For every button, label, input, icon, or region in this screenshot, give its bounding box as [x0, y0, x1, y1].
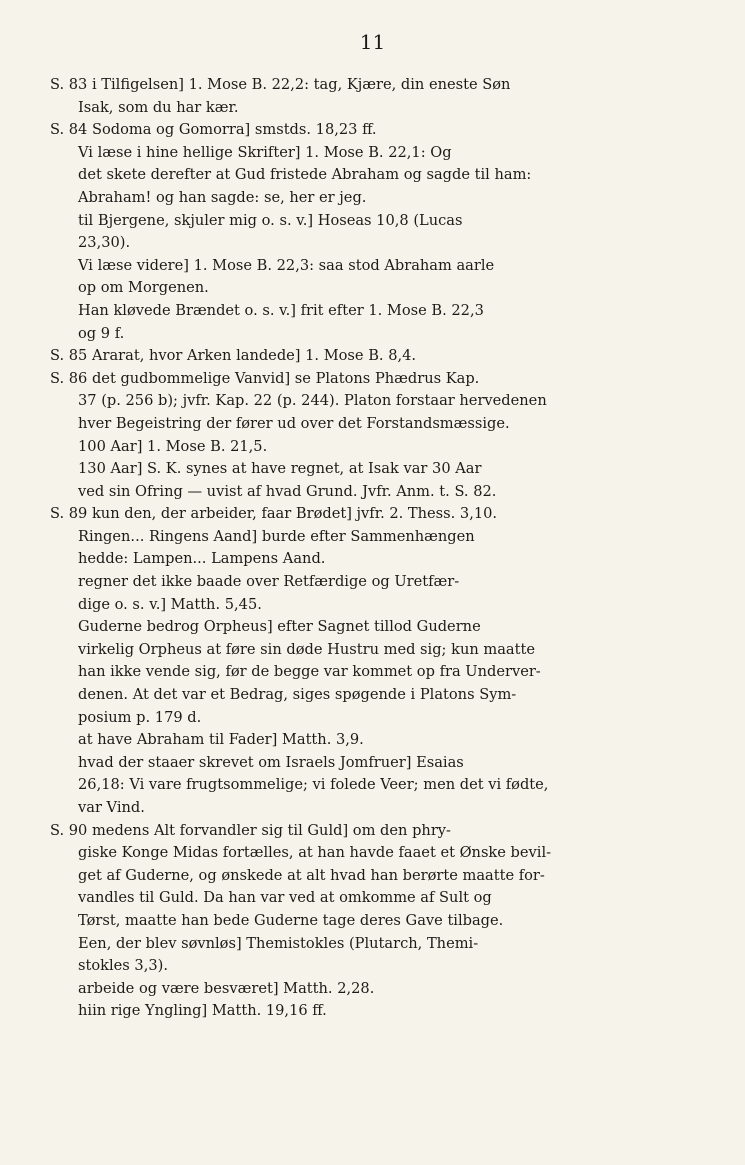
- text-line: 100 Aar] 1. Mose B. 21,5.: [78, 437, 268, 455]
- text-line: op om Morgenen.: [78, 279, 209, 297]
- text-line: at have Abraham til Fader] Matth. 3,9.: [78, 731, 364, 749]
- text-line: 130 Aar] S. K. synes at have regnet, at Isak var 30 Aar: [78, 460, 482, 478]
- text-line: hver Begeistring der fører ud over det Forstandsmæssige.: [78, 414, 510, 432]
- text-line: Han kløvede Brændet o. s. v.] frit efter 1. Mose B. 22,3: [78, 301, 484, 319]
- text-line: arbeide og være besværet] Matth. 2,28.: [78, 979, 375, 997]
- text-line: Guderne bedrog Orpheus] efter Sagnet tillod Guderne: [78, 618, 481, 636]
- text-line: 37 (p. 256 b); jvfr. Kap. 22 (p. 244). Platon forstaar hervedenen: [78, 392, 547, 410]
- text-line: hedde: Lampen... Lampens Aand.: [78, 550, 326, 568]
- text-line: var Vind.: [78, 799, 145, 816]
- text-line: Tørst, maatte han bede Guderne tage deres Gave tilbage.: [78, 911, 504, 929]
- text-line: S. 83 i Tilfigelsen] 1. Mose B. 22,2: tag, Kjære, din eneste Søn: [50, 76, 511, 93]
- text-line: det skete derefter at Gud fristede Abraham og sagde til ham:: [78, 166, 532, 184]
- text-line: og 9 f.: [78, 324, 125, 342]
- text-line: dige o. s. v.] Matth. 5,45.: [78, 595, 262, 613]
- text-line: S. 86 det gudbommelige Vanvid] se Platons Phædrus Kap.: [50, 369, 480, 387]
- text-line: til Bjergene, skjuler mig o. s. v.] Hoseas 10,8 (Lucas: [78, 211, 463, 229]
- text-line: Abraham! og han sagde: se, her er jeg.: [78, 188, 367, 206]
- text-line: 23,30).: [78, 234, 131, 252]
- text-line: giske Konge Midas fortælles, at han havde faaet et Ønske bevil-: [78, 844, 552, 862]
- page-number: 11: [359, 30, 386, 54]
- text-line: virkelig Orpheus at føre sin døde Hustru med sig; kun maatte: [78, 640, 536, 658]
- text-line: get af Guderne, og ønskede at alt hvad han berørte maatte for-: [78, 866, 545, 884]
- text-line: hvad der staaer skrevet om Israels Jomfruer] Esaias: [78, 753, 464, 771]
- text-line: S. 84 Sodoma og Gomorra] smstds. 18,23 ff.: [50, 121, 377, 139]
- text-line: Vi læse i hine hellige Skrifter] 1. Mose B. 22,1: Og: [78, 143, 452, 161]
- text-line: S. 89 kun den, der arbeider, faar Brødet] jvfr. 2. Thess. 3,10.: [50, 505, 498, 523]
- text-line: vandles til Guld. Da han var ved at omkomme af Sult og: [78, 889, 492, 907]
- text-line: Isak, som du har kær.: [78, 98, 239, 116]
- text-line: Een, der blev søvnløs] Themistokles (Plutarch, Themi-: [78, 934, 479, 952]
- text-line: 26,18: Vi vare frugtsommelige; vi folede Veer; men det vi fødte,: [78, 776, 549, 794]
- commentary-text: [50, 74, 710, 1023]
- text-line: regner det ikke baade over Retfærdige og Uretfær-: [78, 573, 460, 591]
- text-line: ved sin Ofring — uvist af hvad Grund. Jvfr. Anm. t. S. 82.: [78, 482, 497, 500]
- text-line: posium p. 179 d.: [78, 708, 202, 726]
- text-line: han ikke vende sig, før de begge var kommet op fra Underver-: [78, 663, 541, 681]
- text-line: stokles 3,3).: [78, 957, 168, 975]
- text-line: denen. At det var et Bedrag, siges spøgende i Platons Sym-: [78, 686, 517, 704]
- text-line: S. 85 Ararat, hvor Arken landede] 1. Mose B. 8,4.: [50, 347, 417, 365]
- text-line: S. 90 medens Alt forvandler sig til Guld] om den phry-: [50, 821, 451, 839]
- text-line: hiin rige Yngling] Matth. 19,16 ff.: [78, 1002, 327, 1020]
- text-line: Vi læse videre] 1. Mose B. 22,3: saa stod Abraham aarle: [78, 256, 495, 274]
- text-line: Ringen... Ringens Aand] burde efter Sammenhængen: [78, 527, 475, 545]
